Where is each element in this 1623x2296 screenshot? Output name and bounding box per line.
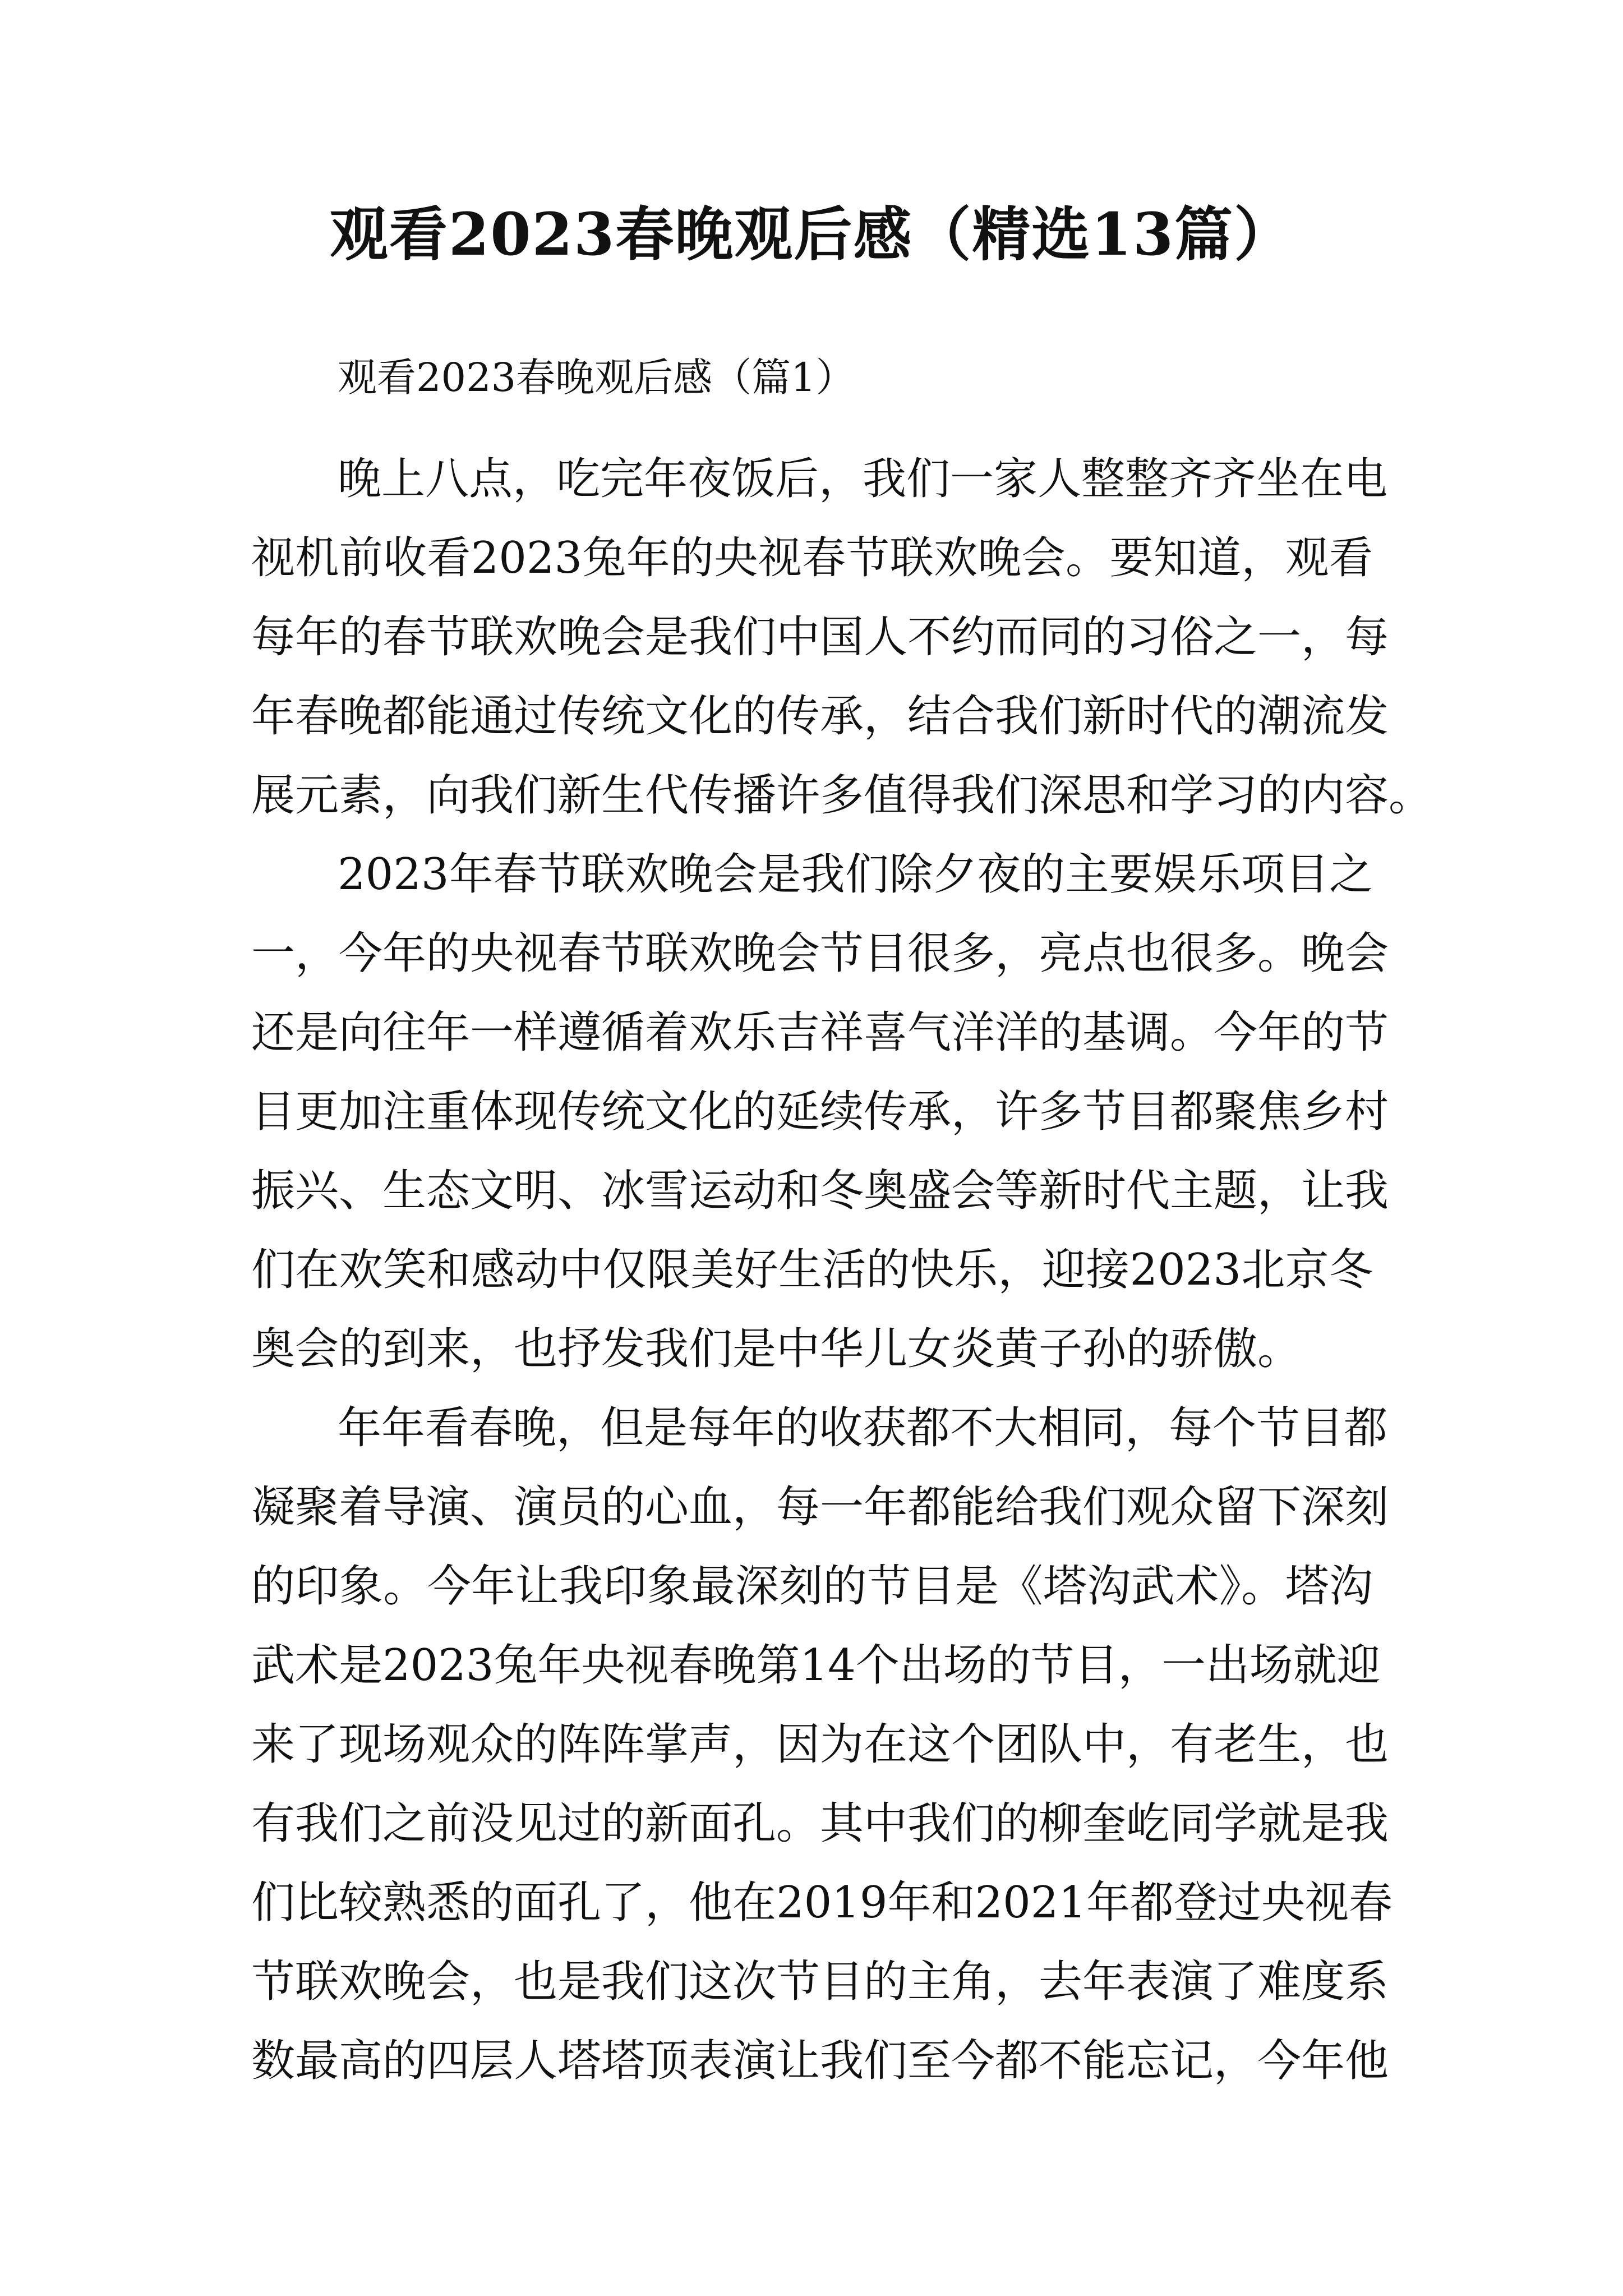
paragraph-3-line-6: 有我们之前没见过的新面孔。其中我们的柳奎屹同学就是我 bbox=[251, 1798, 1389, 1849]
paragraph-2-line-1: 2023年春节联欢晚会是我们除夕夜的主要娱乐项目之 bbox=[338, 849, 1373, 900]
paragraph-2-line-4: 目更加注重体现传统文化的延续传承，许多节目都聚焦乡村 bbox=[251, 1087, 1389, 1137]
paragraph-2-line-3: 还是向往年一样遵循着欢乐吉祥喜气洋洋的基调。今年的节 bbox=[251, 1007, 1389, 1058]
paragraph-1-line-1: 晚上八点，吃完年夜饭后，我们一家人整整齐齐坐在电 bbox=[338, 454, 1388, 504]
paragraph-1-line-2: 视机前收看2023兔年的央视春节联欢晚会。要知道，观看 bbox=[251, 533, 1373, 583]
paragraph-2-line-2: 一，今年的央视春节联欢晚会节目很多，亮点也很多。晚会 bbox=[251, 928, 1389, 979]
paragraph-3-line-8: 节联欢晚会，也是我们这次节目的主角，去年表演了难度系 bbox=[251, 1957, 1389, 2007]
paragraph-2-line-7: 奥会的到来，也抒发我们是中华儿女炎黄子孙的骄傲。 bbox=[251, 1324, 1302, 1374]
paragraph-1-line-5: 展元素，向我们新生代传播许多值得我们深思和学习的内容。 bbox=[251, 770, 1433, 821]
paragraph-1-line-3: 每年的春节联欢晚会是我们中国人不约而同的习俗之一，每 bbox=[251, 612, 1389, 662]
paragraph-1-line-4: 年春晚都能通过传统文化的传承，结合我们新时代的潮流发 bbox=[251, 691, 1389, 742]
section-heading: 观看2023春晚观后感（篇1） bbox=[338, 355, 855, 401]
paragraph-3-line-4: 武术是2023兔年央视春晚第14个出场的节目，一出场就迎 bbox=[251, 1640, 1381, 1691]
paragraph-2-line-5: 振兴、生态文明、冰雪运动和冬奥盛会等新时代主题，让我 bbox=[251, 1166, 1389, 1216]
paragraph-3-line-3: 的印象。今年让我印象最深刻的节目是《塔沟武术》。塔沟 bbox=[251, 1561, 1373, 1612]
paragraph-3-line-1: 年年看春晚，但是每年的收获都不大相同，每个节目都 bbox=[338, 1403, 1388, 1453]
paragraph-3-line-9: 数最高的四层人塔塔顶表演让我们至今都不能忘记，今年他 bbox=[251, 2036, 1389, 2086]
document-title: 观看2023春晚观后感（精选13篇） bbox=[329, 200, 1294, 269]
paragraph-2-line-6: 们在欢笑和感动中仅限美好生活的快乐，迎接2023北京冬 bbox=[251, 1245, 1373, 1295]
paragraph-3-line-7: 们比较熟悉的面孔了，他在2019年和2021年都登过央视春 bbox=[251, 1878, 1393, 1928]
paragraph-3-line-5: 来了现场观众的阵阵掌声，因为在这个团队中，有老生，也 bbox=[251, 1719, 1389, 1770]
paragraph-3-line-2: 凝聚着导演、演员的心血，每一年都能给我们观众留下深刻 bbox=[251, 1482, 1389, 1533]
